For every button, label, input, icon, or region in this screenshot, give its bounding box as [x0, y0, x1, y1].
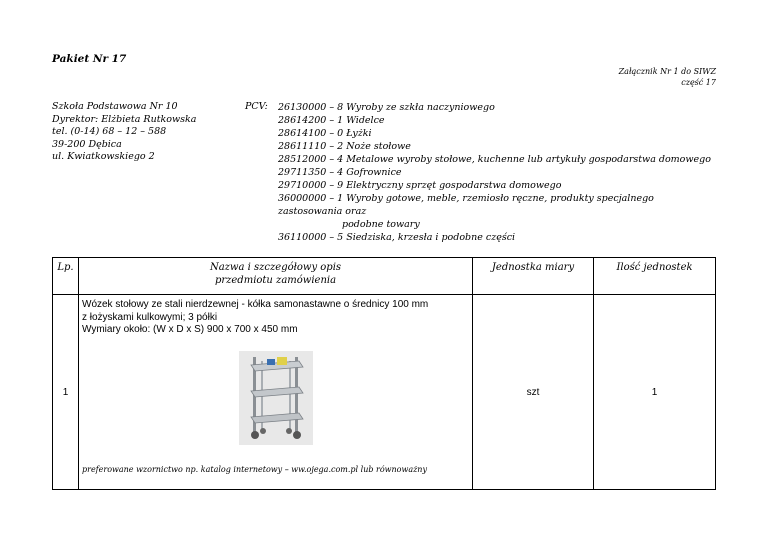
pcv-line: 36110000 – 5 Siedziska, krzesła i podobne części [278, 232, 516, 243]
trolley-illustration [239, 351, 313, 445]
row-qty: 1 [594, 295, 716, 490]
preferred-design-note: preferowane wzornictwo np. katalog internetowy – ww.ojega.com.pl lub równoważny [82, 464, 427, 474]
trolley-image [79, 351, 472, 451]
pcv-line: 28614200 – 1 Widelce [278, 115, 385, 126]
school-phone: tel. (0-14) 68 – 12 – 588 [52, 126, 167, 137]
pcv-line: 28512000 – 4 Metalowe wyroby stołowe, kuchenne lub artykuły gospodarstwa domowego [278, 154, 711, 165]
school-street: ul. Kwiatkowskiego 2 [52, 151, 155, 162]
pcv-codes [278, 101, 718, 244]
header-qty: Ilość jednostek [594, 258, 716, 295]
order-table [52, 257, 716, 490]
attachment-line: Załącznik Nr 1 do SIWZ [618, 67, 716, 76]
attachment-part: część 17 [681, 78, 716, 87]
school-name: Szkoła Podstawowa Nr 10 [52, 101, 178, 112]
pcv-line: 29711350 – 4 Gofrownice [278, 167, 402, 178]
description-text [79, 295, 472, 337]
pcv-line: 28611110 – 2 Noże stołowe [278, 141, 411, 152]
table-row [53, 295, 716, 490]
pcv-line: 29710000 – 9 Elektryczny sprzęt gospodarstwa domowego [278, 180, 562, 191]
description-line: z łożyskami kulkowymi; 3 półki [82, 311, 218, 323]
pcv-line: 26130000 – 8 Wyroby ze szkła naczyniowego [278, 102, 495, 113]
pcv-line: 28614100 – 0 Łyżki [278, 128, 372, 139]
table-header-row [53, 258, 716, 295]
description-line: Wymiary około: (W x D x S) 900 x 700 x 450 mm [82, 324, 298, 335]
header-name-line1: Nazwa i szczegółowy opis [209, 262, 342, 273]
header-name [79, 258, 473, 295]
pcv-label: PCV: [245, 101, 268, 112]
row-unit: szt [473, 295, 594, 490]
school-director: Dyrektor: Elżbieta Rutkowska [52, 113, 197, 125]
description-line: Wózek stołowy ze stali nierdzewnej - kółka samonastawne o średnicy 100 mm [82, 299, 429, 310]
pcv-line-continuation: podobne towary [342, 219, 420, 230]
row-description [79, 295, 473, 490]
row-lp: 1 [53, 295, 79, 490]
school-city: 39-200 Dębica [52, 138, 122, 150]
header-unit: Jednostka miary [473, 258, 594, 295]
package-title: Pakiet Nr 17 [52, 53, 127, 65]
school-address [52, 101, 196, 164]
attachment-note [619, 66, 716, 88]
header-name-line2: przedmiotu zamówienia [214, 275, 337, 286]
pcv-line: 36000000 – 1 Wyroby gotowe, meble, rzemiosło ręczne, produkty specjalnego zastosowania oraz [278, 193, 654, 217]
header-lp: Lp. [53, 258, 79, 295]
